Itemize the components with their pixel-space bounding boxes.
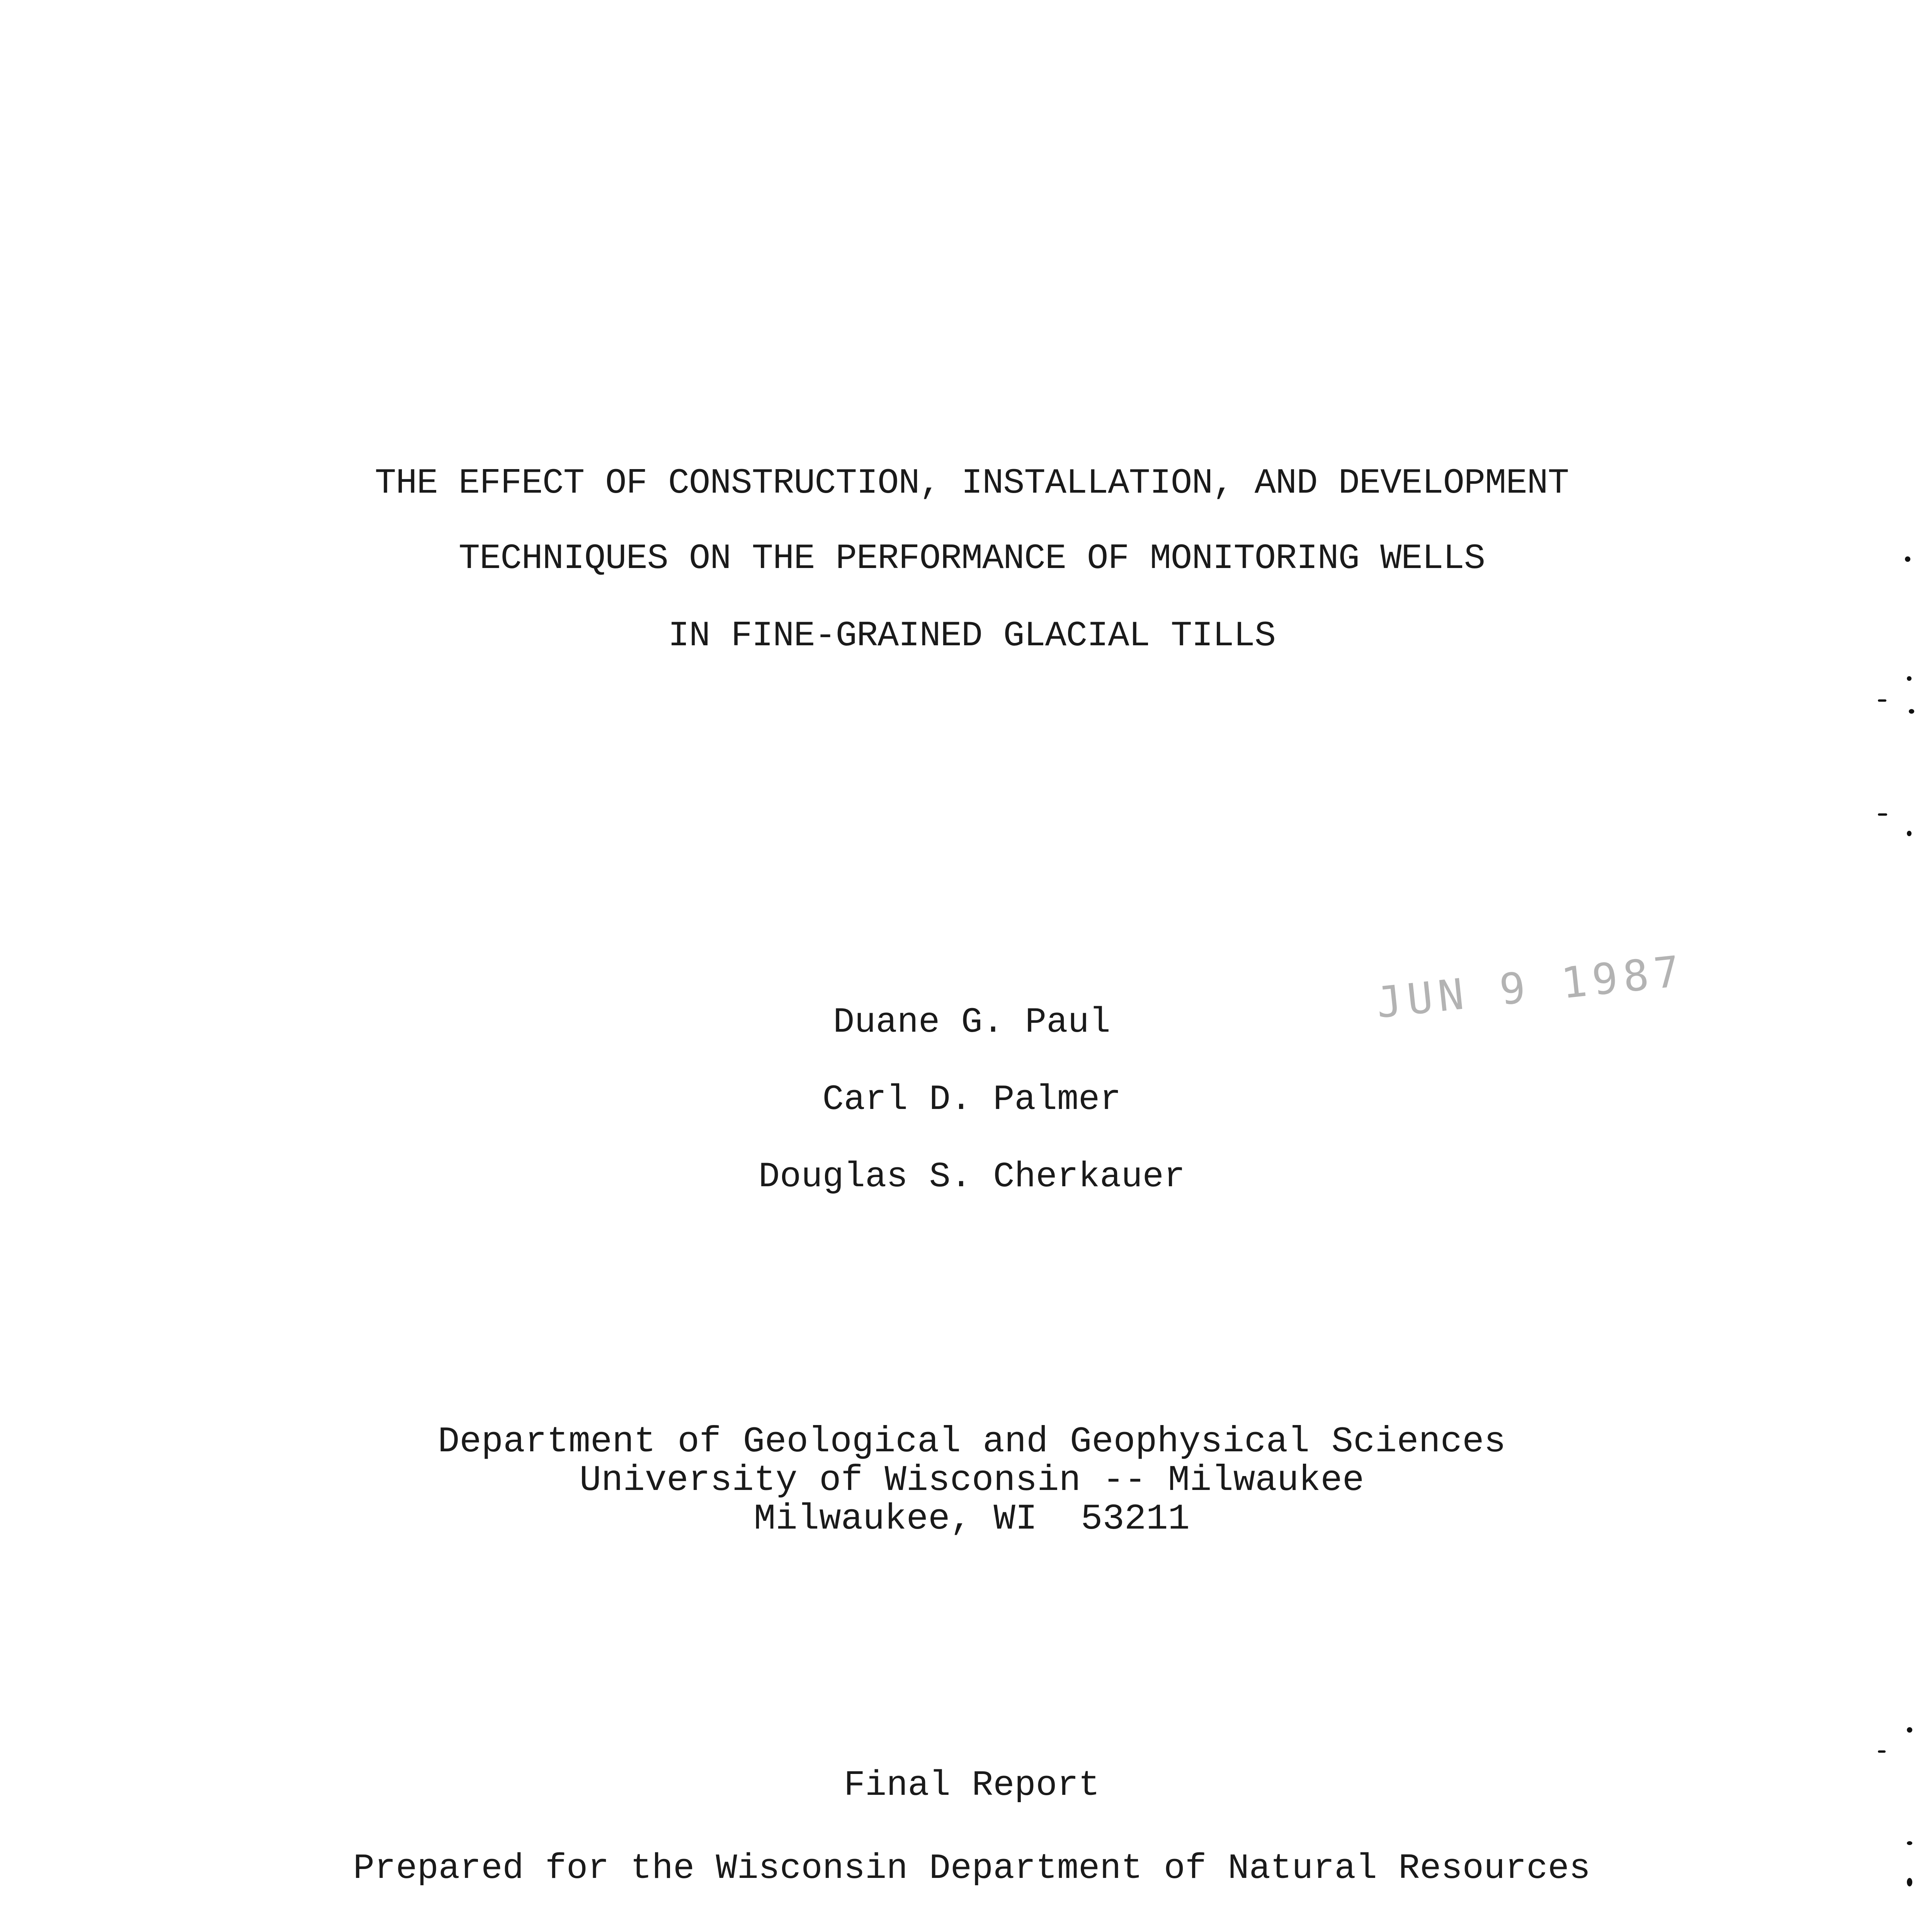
city-address: Milwaukee, WI 53211 (753, 1499, 1190, 1540)
scan-speck (1878, 813, 1887, 816)
scan-speck (1907, 1727, 1912, 1733)
received-date-stamp: JUN 9 1987 (1374, 946, 1687, 1028)
report-type: Final Report (844, 1765, 1100, 1806)
author-2: Carl D. Palmer (822, 1079, 1121, 1120)
scan-speck (1909, 709, 1914, 714)
scan-speck (1907, 831, 1912, 836)
title-line-1: THE EFFECT OF CONSTRUCTION, INSTALLATION, AND DEVELOPMENT (375, 463, 1569, 503)
university: University of Wisconsin -- Milwaukee (579, 1460, 1364, 1501)
prepared-for: Prepared for the Wisconsin Department of Natural Resources (353, 1848, 1591, 1889)
scan-speck (1907, 676, 1912, 681)
scan-speck (1878, 699, 1886, 702)
scan-speck (1907, 1841, 1912, 1845)
author-3: Douglas S. Cherkauer (758, 1156, 1185, 1197)
department: Department of Geological and Geophysical Sciences (437, 1422, 1506, 1463)
title-line-2: TECHNIQUES ON THE PERFORMANCE OF MONITORING WELLS (458, 538, 1485, 579)
scan-speck (1878, 1750, 1886, 1753)
scan-speck (1905, 556, 1910, 562)
title-line-3: IN FINE-GRAINED GLACIAL TILLS (668, 616, 1276, 656)
author-1: Duane G. Paul (833, 1002, 1111, 1043)
scan-speck (1907, 1878, 1912, 1886)
